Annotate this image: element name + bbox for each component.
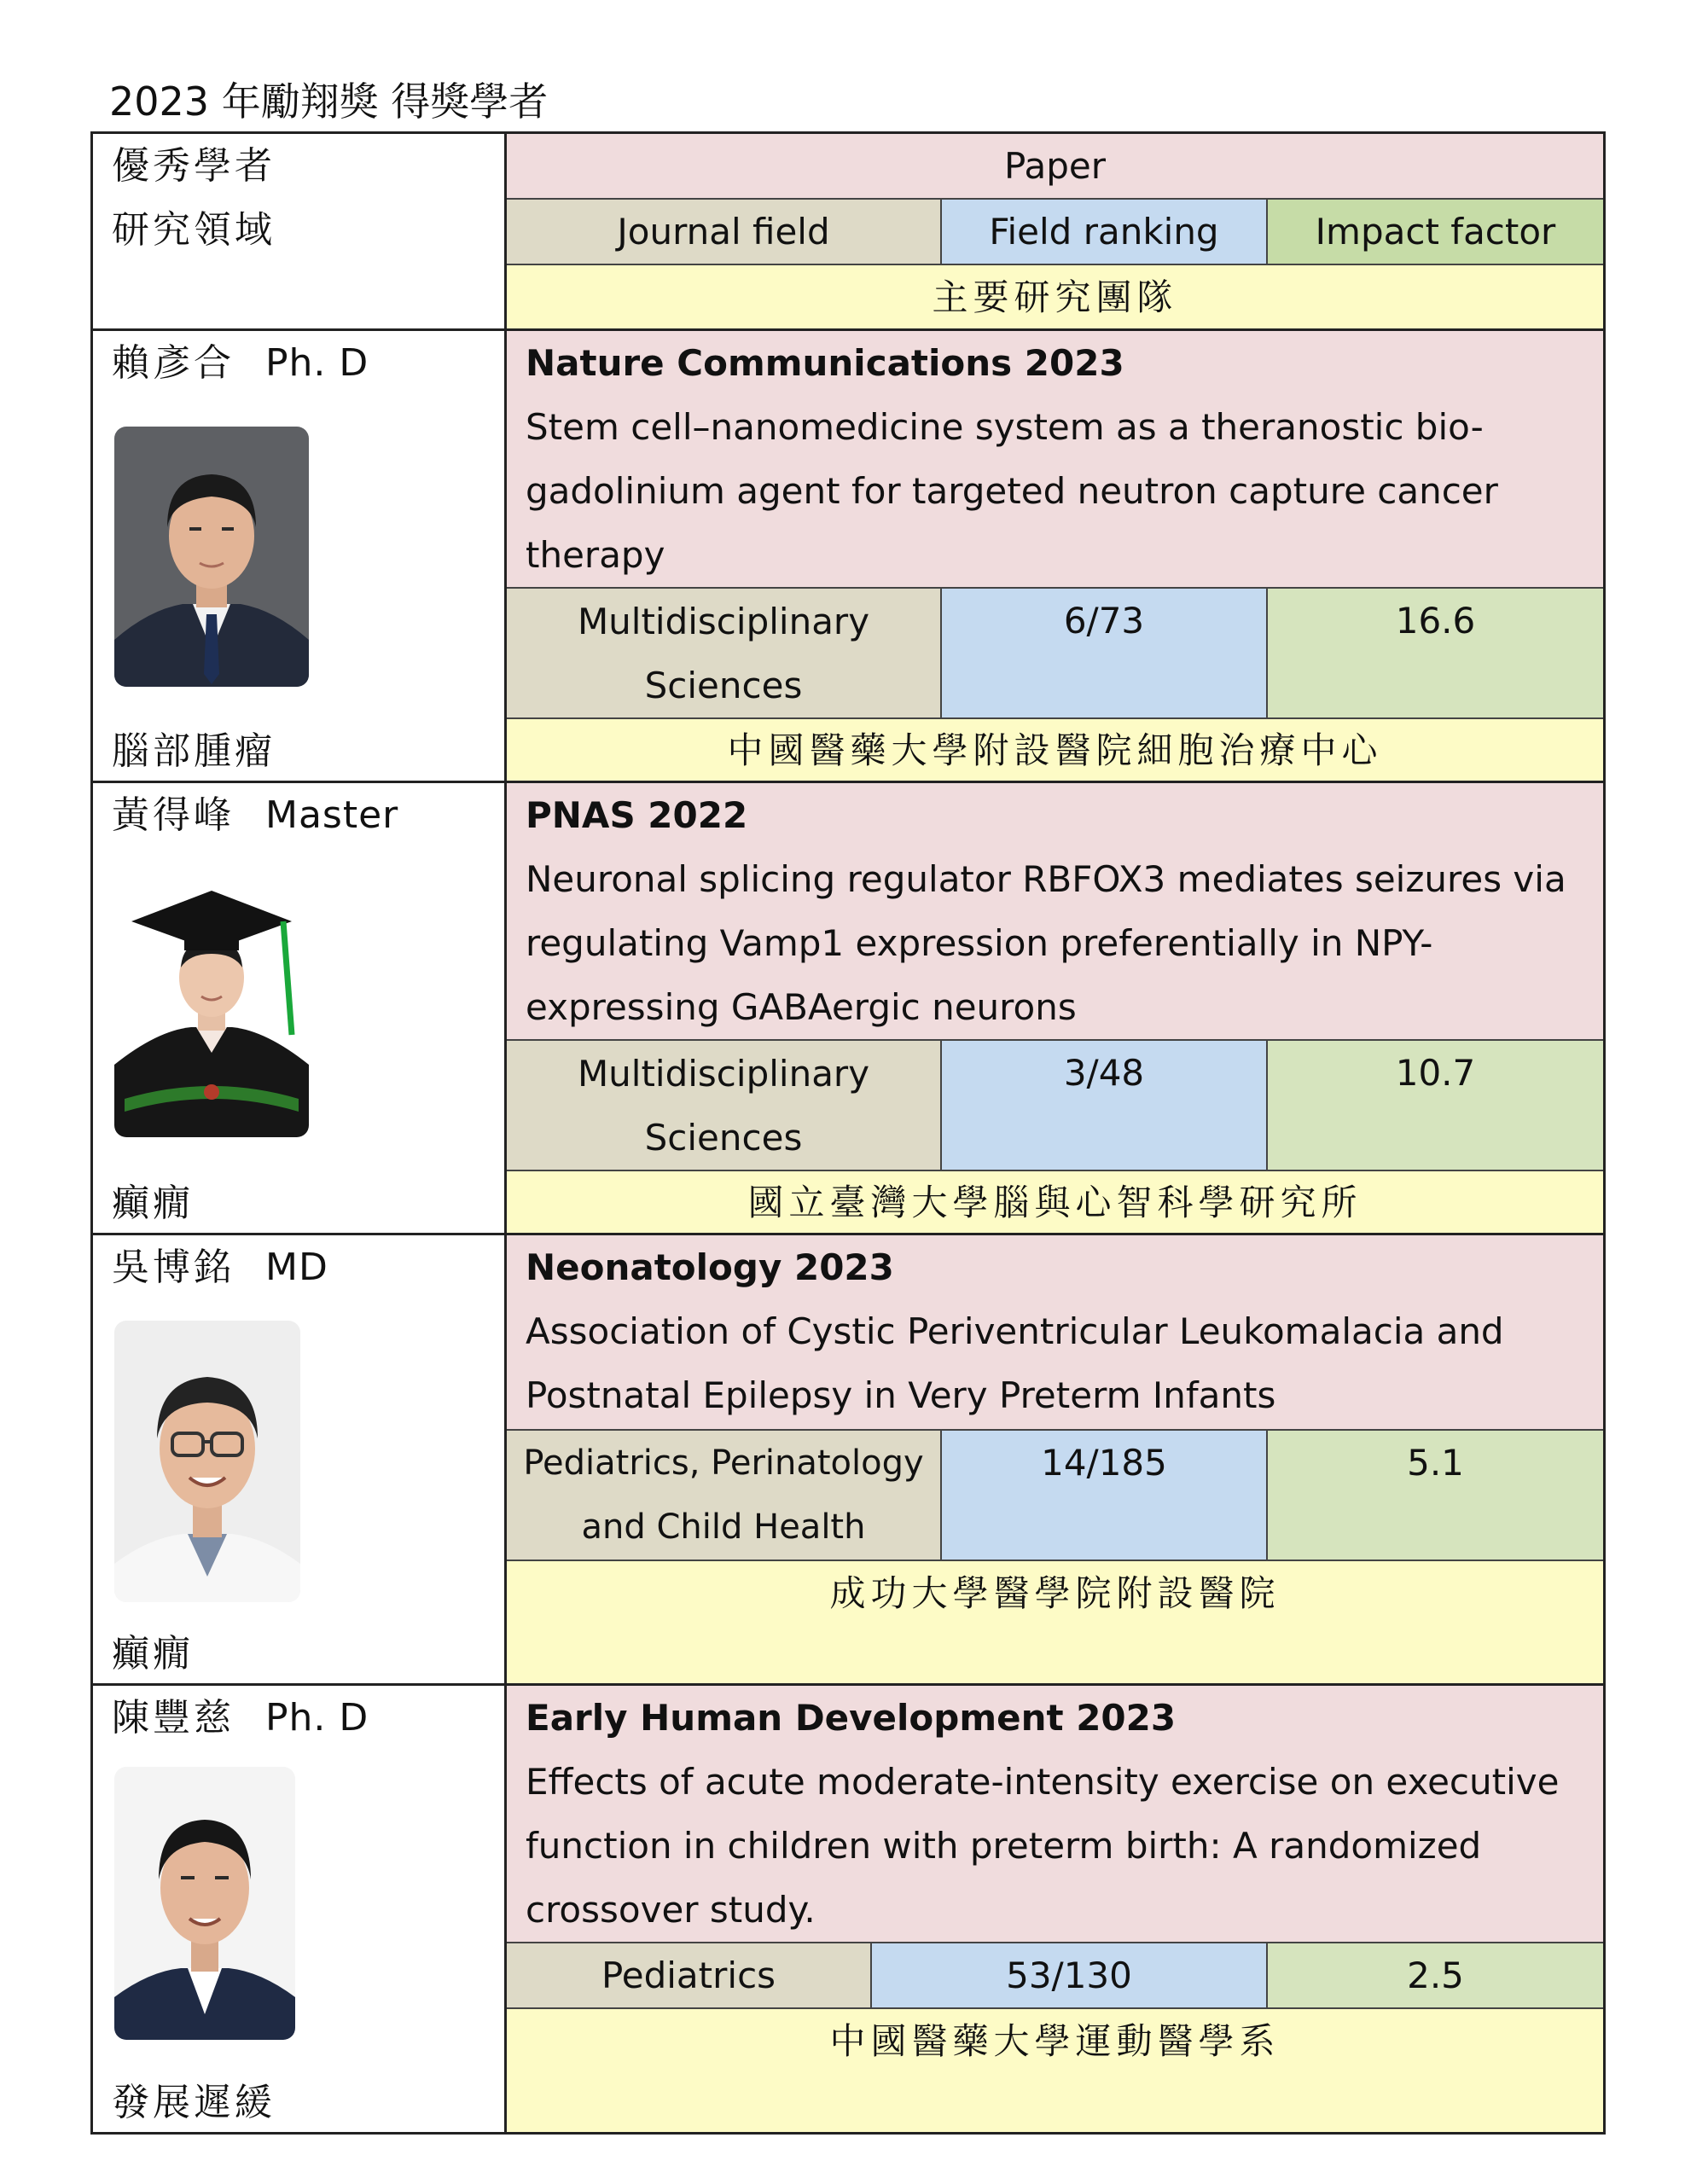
field-column-label: 研究領域 — [112, 208, 276, 252]
impact-factor: 16.6 — [1268, 589, 1603, 719]
scholar-photo — [114, 1321, 300, 1602]
paper-cell — [507, 1235, 1603, 1686]
scholar-cell — [93, 331, 507, 783]
research-field: 癲癇 — [112, 1632, 194, 1676]
scholar-column-label: 優秀學者 — [112, 144, 276, 188]
field-ranking-header: Field ranking — [942, 200, 1268, 265]
impact-factor: 5.1 — [1268, 1431, 1603, 1561]
journal-name: Neonatology 2023 — [526, 1246, 894, 1288]
paper-header: Paper — [507, 134, 1603, 200]
research-field: 癲癇 — [112, 1182, 194, 1225]
journal-field: Multidisciplinary Sciences — [507, 1041, 942, 1171]
field-ranking: 3/48 — [942, 1041, 1268, 1171]
header-left-cell — [93, 134, 507, 331]
journal-field: Pediatrics — [507, 1943, 872, 2009]
paper-title: Stem cell–nanomedicine system as a theranostic bio-gadolinium agent for targeted neutron capture cancer therapy — [526, 406, 1498, 576]
scholar-degree: Ph. D — [264, 1696, 369, 1740]
team-header: 主要研究團隊 — [507, 265, 1603, 328]
scholar-cell — [93, 783, 507, 1235]
journal-name: Early Human Development 2023 — [526, 1697, 1177, 1739]
research-field: 發展遲緩 — [112, 2081, 276, 2124]
scholar-name: 吳博銘 — [112, 1246, 235, 1289]
journal-field-header: Journal field — [507, 200, 942, 265]
scholar-name: 黃得峰 — [112, 793, 235, 837]
paper-cell — [507, 1686, 1603, 2135]
scholar-degree: Ph. D — [264, 341, 369, 385]
scholar-photo — [114, 877, 309, 1137]
paper-title: Effects of acute moderate-intensity exercise on executive function in children with preterm birth: A randomized crossover study. — [526, 1761, 1560, 1931]
impact-factor: 2.5 — [1268, 1943, 1603, 2009]
scholar-name: 賴彥合 — [112, 341, 235, 385]
paper-cell — [507, 331, 1603, 783]
scholar-photo — [114, 1767, 295, 2040]
impact-factor-header: Impact factor — [1268, 200, 1603, 265]
journal-field: Pediatrics, Perinatology and Child Health — [507, 1431, 942, 1561]
field-ranking: 14/185 — [942, 1431, 1268, 1561]
page-title: 2023 年勵翔獎 得獎學者 — [109, 78, 549, 125]
paper-cell — [507, 783, 1603, 1235]
research-team: 中國醫藥大學運動醫學系 — [507, 2009, 1603, 2135]
research-team: 中國醫藥大學附設醫院細胞治療中心 — [507, 719, 1603, 781]
research-team: 成功大學醫學院附設醫院 — [507, 1561, 1603, 1683]
field-ranking: 53/130 — [872, 1943, 1268, 2009]
scholar-name: 陳豐慈 — [112, 1696, 235, 1740]
awardee-table — [90, 131, 1606, 2135]
scholar-degree: Master — [264, 793, 399, 837]
paper-title: Association of Cystic Periventricular Leukomalacia and Postnatal Epilepsy in Very Preterm Infants — [526, 1310, 1504, 1416]
research-team: 國立臺灣大學腦與心智科學研究所 — [507, 1171, 1603, 1233]
scholar-cell — [93, 1235, 507, 1686]
research-field: 腦部腫瘤 — [112, 729, 276, 773]
field-ranking: 6/73 — [942, 589, 1268, 719]
impact-factor: 10.7 — [1268, 1041, 1603, 1171]
scholar-degree: MD — [264, 1246, 328, 1289]
journal-name: PNAS 2022 — [526, 794, 748, 836]
journal-field: Multidisciplinary Sciences — [507, 589, 942, 719]
paper-title: Neuronal splicing regulator RBFOX3 mediates seizures via regulating Vamp1 expression preferentially in NPY-expressing GABAergic neurons — [526, 858, 1566, 1028]
scholar-photo — [114, 427, 309, 687]
journal-name: Nature Communications 2023 — [526, 342, 1124, 384]
header-right-cell — [507, 134, 1603, 331]
scholar-cell — [93, 1686, 507, 2135]
